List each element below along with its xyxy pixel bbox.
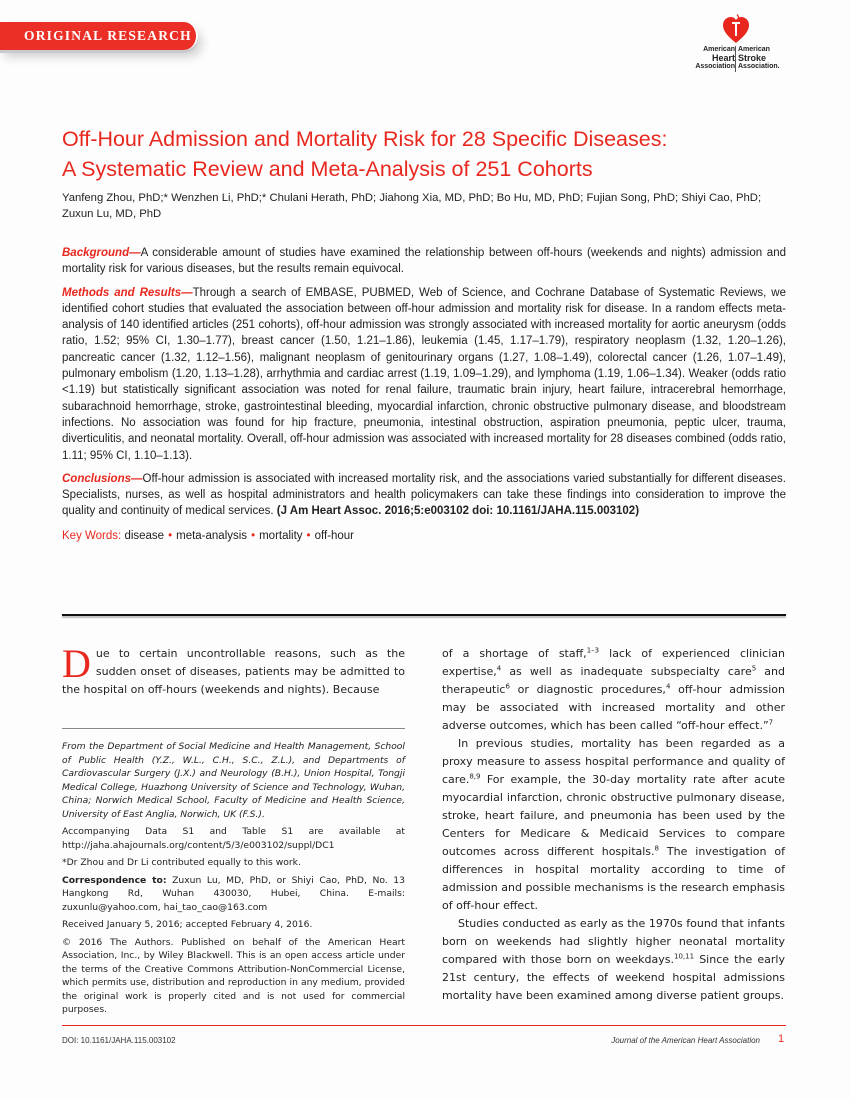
abstract-background: Background—A considerable amount of studies have examined the relationship between off-hours (weekends and nights) admission and mortality risk for various diseases, but the results remain equivocal.: [62, 247, 786, 276]
reference-link[interactable]: 1–3: [586, 646, 600, 655]
abstract: [62, 245, 786, 544]
asa-wordmark: American Stroke Association.: [738, 46, 780, 70]
correspondence-note: Correspondence to: Zuxun Lu, MD, PhD, or Shiyi Cao, PhD, No. 13 Hangkong Rd, Wuhan 430030, Hubei, China. E-mails: zuxunlu@yahoo.com, hai_tao_cao@163.com: [62, 874, 405, 913]
logo-divider: [735, 46, 736, 72]
received-note: Received January 5, 2016; accepted February 4, 2016.: [62, 919, 313, 930]
reference-link[interactable]: 7: [768, 718, 774, 727]
section-divider: [62, 614, 786, 616]
reference-link[interactable]: 4: [665, 682, 671, 691]
body-paragraph: In previous studies, mortality has been regarded as a proxy measure to assess hospital performance and quality of care.$^{8,9}$ For example, the 30-day mortality rate after acute myocardial infarction, chronic obstructive pulmonary disease, stroke, heart failure, and pneumonia has been used by the Centers for Medicare & Medicaid Services to compare outcomes across different hospitals.$^8$ The investigation of differences in hospital mortality according to time of admission and possible mechanisms is the research emphasis of off-hour effect.: [442, 737, 785, 912]
footer-journal: Journal of the American Heart Association: [611, 1036, 760, 1045]
reference-link[interactable]: 5: [751, 664, 757, 673]
keyword[interactable]: mortality: [259, 529, 303, 542]
keyword[interactable]: disease: [124, 529, 165, 542]
author-list: Yanfeng Zhou, PhD;* Wenzhen Li, PhD;* Chulani Herath, PhD; Jiahong Xia, MD, PhD; Bo Hu, MD, PhD; Fujian Song, PhD; Shiyi Cao, PhD; Zuxun Lu, MD, PhD: [62, 192, 762, 220]
body-left-column: Due to certain uncontrollable reasons, such as the sudden onset of diseases, patients may be admitted to the hospital on off-hours (weekends and nights). Because: [62, 641, 405, 696]
footer-doi[interactable]: DOI: 10.1161/JAHA.115.003102: [62, 1036, 176, 1045]
badge-label: ORIGINAL RESEARCH: [24, 28, 192, 43]
affiliation-note: From the Department of Social Medicine and Health Management, School of Public Health (Y.Z., W.L., C.H., S.C., Z.L.), and Departments of Cardiovascular Surgery (J.X.) and Neurology (B.H.), Union Hospital, Tongji Medical College, Huazhong University of Science and Technology, Wuhan, China; Norwich Medical School, Faculty of Medicine and Health Science, University of East Anglia, Norwich, UK (F.S.).: [62, 741, 405, 820]
keywords: Key Words: disease • meta-analysis • mortality • off-hour: [62, 529, 355, 542]
footer-divider: [62, 1025, 786, 1026]
equal-contribution-note: *Dr Zhou and Dr Li contributed equally to this work.: [62, 857, 301, 868]
article-title: Off-Hour Admission and Mortality Risk for 28 Specific Diseases: A Systematic Review and Meta-Analysis of 251 Cohorts: [62, 127, 668, 181]
abstract-conclusions: Conclusions—Off-hour admission is associated with increased mortality risk, and the associations varied substantially for different diseases. Specialists, nurses, as well as hospital administrators and health policymakers can take these findings into consideration to improve the quality and continuity of medical services. (J Am Heart Assoc. 2016;5:e003102 doi: 10.1161/JAHA.115.003102): [62, 472, 786, 518]
aha-asa-logo: [688, 14, 788, 72]
aha-wordmark: American Heart Association: [695, 46, 735, 70]
abstract-methods: Methods and Results—Through a search of EMBASE, PUBMED, Web of Science, and Cochrane Database of Systematic Reviews, we identified cohort studies that evaluated the association between off-hour admission and mortality risk for disease. In a random effects meta-analysis of 140 identified articles (251 cohorts), off-hour admission was strongly associated with increased mortality for aortic aneurysm (odds ratio, 1.52; 95% CI, 1.30–1.77), breast cancer (1.50, 1.21–1.86), leukemia (1.45, 1.17–1.79), respiratory neoplasm (1.32, 1.20–1.26), pancreatic cancer (1.32, 1.12–1.56), malignant neoplasm of genitourinary organs (1.27, 1.08–1.49), colorectal cancer (1.26, 1.07–1.49), pulmonary embolism (1.20, 1.13–1.28), arrhythmia and cardiac arrest (1.19, 1.09–1.29), and lymphoma (1.19, 1.06–1.34). Weaker (odds ratio <1.19) but statistically significant association was noted for renal failure, traumatic brain injury, heart failure, intracerebral hemorrhage, subarachnoid hemorrhage, stroke, gastrointestinal bleeding, myocardial infarction, chronic obstructive pulmonary disease, and bloodstream infections. No association was found for hip fracture, pneumonia, intestinal obstruction, aspiration pneumonia, peptic ulcer, trauma, diverticulitis, and neonatal mortality. Overall, off-hour admission was associated with increased mortality for 28 diseases combined (odds ratio, 1.11; 95% CI, 1.10–1.13).: [62, 286, 786, 462]
supplement-note[interactable]: Accompanying Data S1 and Table S1 are available at http://jaha.ahajournals.org/content/5/3/e003102/suppl/DC1: [62, 826, 405, 851]
body-right-column: [442, 645, 785, 1005]
body-paragraph: of a shortage of staff,$^{1-3}$ lack of experienced clinician expertise,$^4$ as well as inadequate subspecialty care$^5$ and therapeutic$^6$ or diagnostic procedures,$^4$ off-hour admission may be associated with increased mortality and other adverse outcomes, which has been called “off-hour effect.”$^7$: [442, 646, 785, 732]
reference-link[interactable]: 4: [496, 664, 502, 673]
reference-link[interactable]: 8,9: [469, 772, 481, 781]
reference-link[interactable]: 6: [505, 682, 510, 691]
citation-link[interactable]: (J Am Heart Assoc. 2016;5:e003102 doi: 10.1161/JAHA.115.003102): [276, 505, 640, 518]
heart-torch-icon: [722, 14, 750, 44]
notes-divider: [62, 728, 405, 729]
article-type-badge: [0, 22, 198, 50]
article-notes: [62, 740, 405, 1021]
copyright-note: © 2016 The Authors. Published on behalf of the American Heart Association, Inc., by Wiley Blackwell. This is an open access article under the terms of the Creative Commons Attribution-NonCommercial License, which permits use, distribution and reproduction in any medium, provided the original work is properly cited and is not used for commercial purposes.: [62, 936, 405, 1015]
reference-link[interactable]: 8: [654, 844, 659, 853]
reference-link[interactable]: 10,11: [673, 952, 695, 961]
keyword[interactable]: meta-analysis: [176, 529, 248, 542]
keyword[interactable]: off-hour: [314, 529, 355, 542]
drop-cap: D: [62, 641, 91, 686]
body-paragraph: Studies conducted as early as the 1970s found that infants born on weekends had slightly higher neonatal mortality compared with those born on weekdays.$^{10,11}$ Since the early 21st century, the effects of weekend hospital admissions mortality have been examined among diverse patient groups.: [442, 917, 785, 1002]
page-number: 1: [778, 1033, 785, 1045]
